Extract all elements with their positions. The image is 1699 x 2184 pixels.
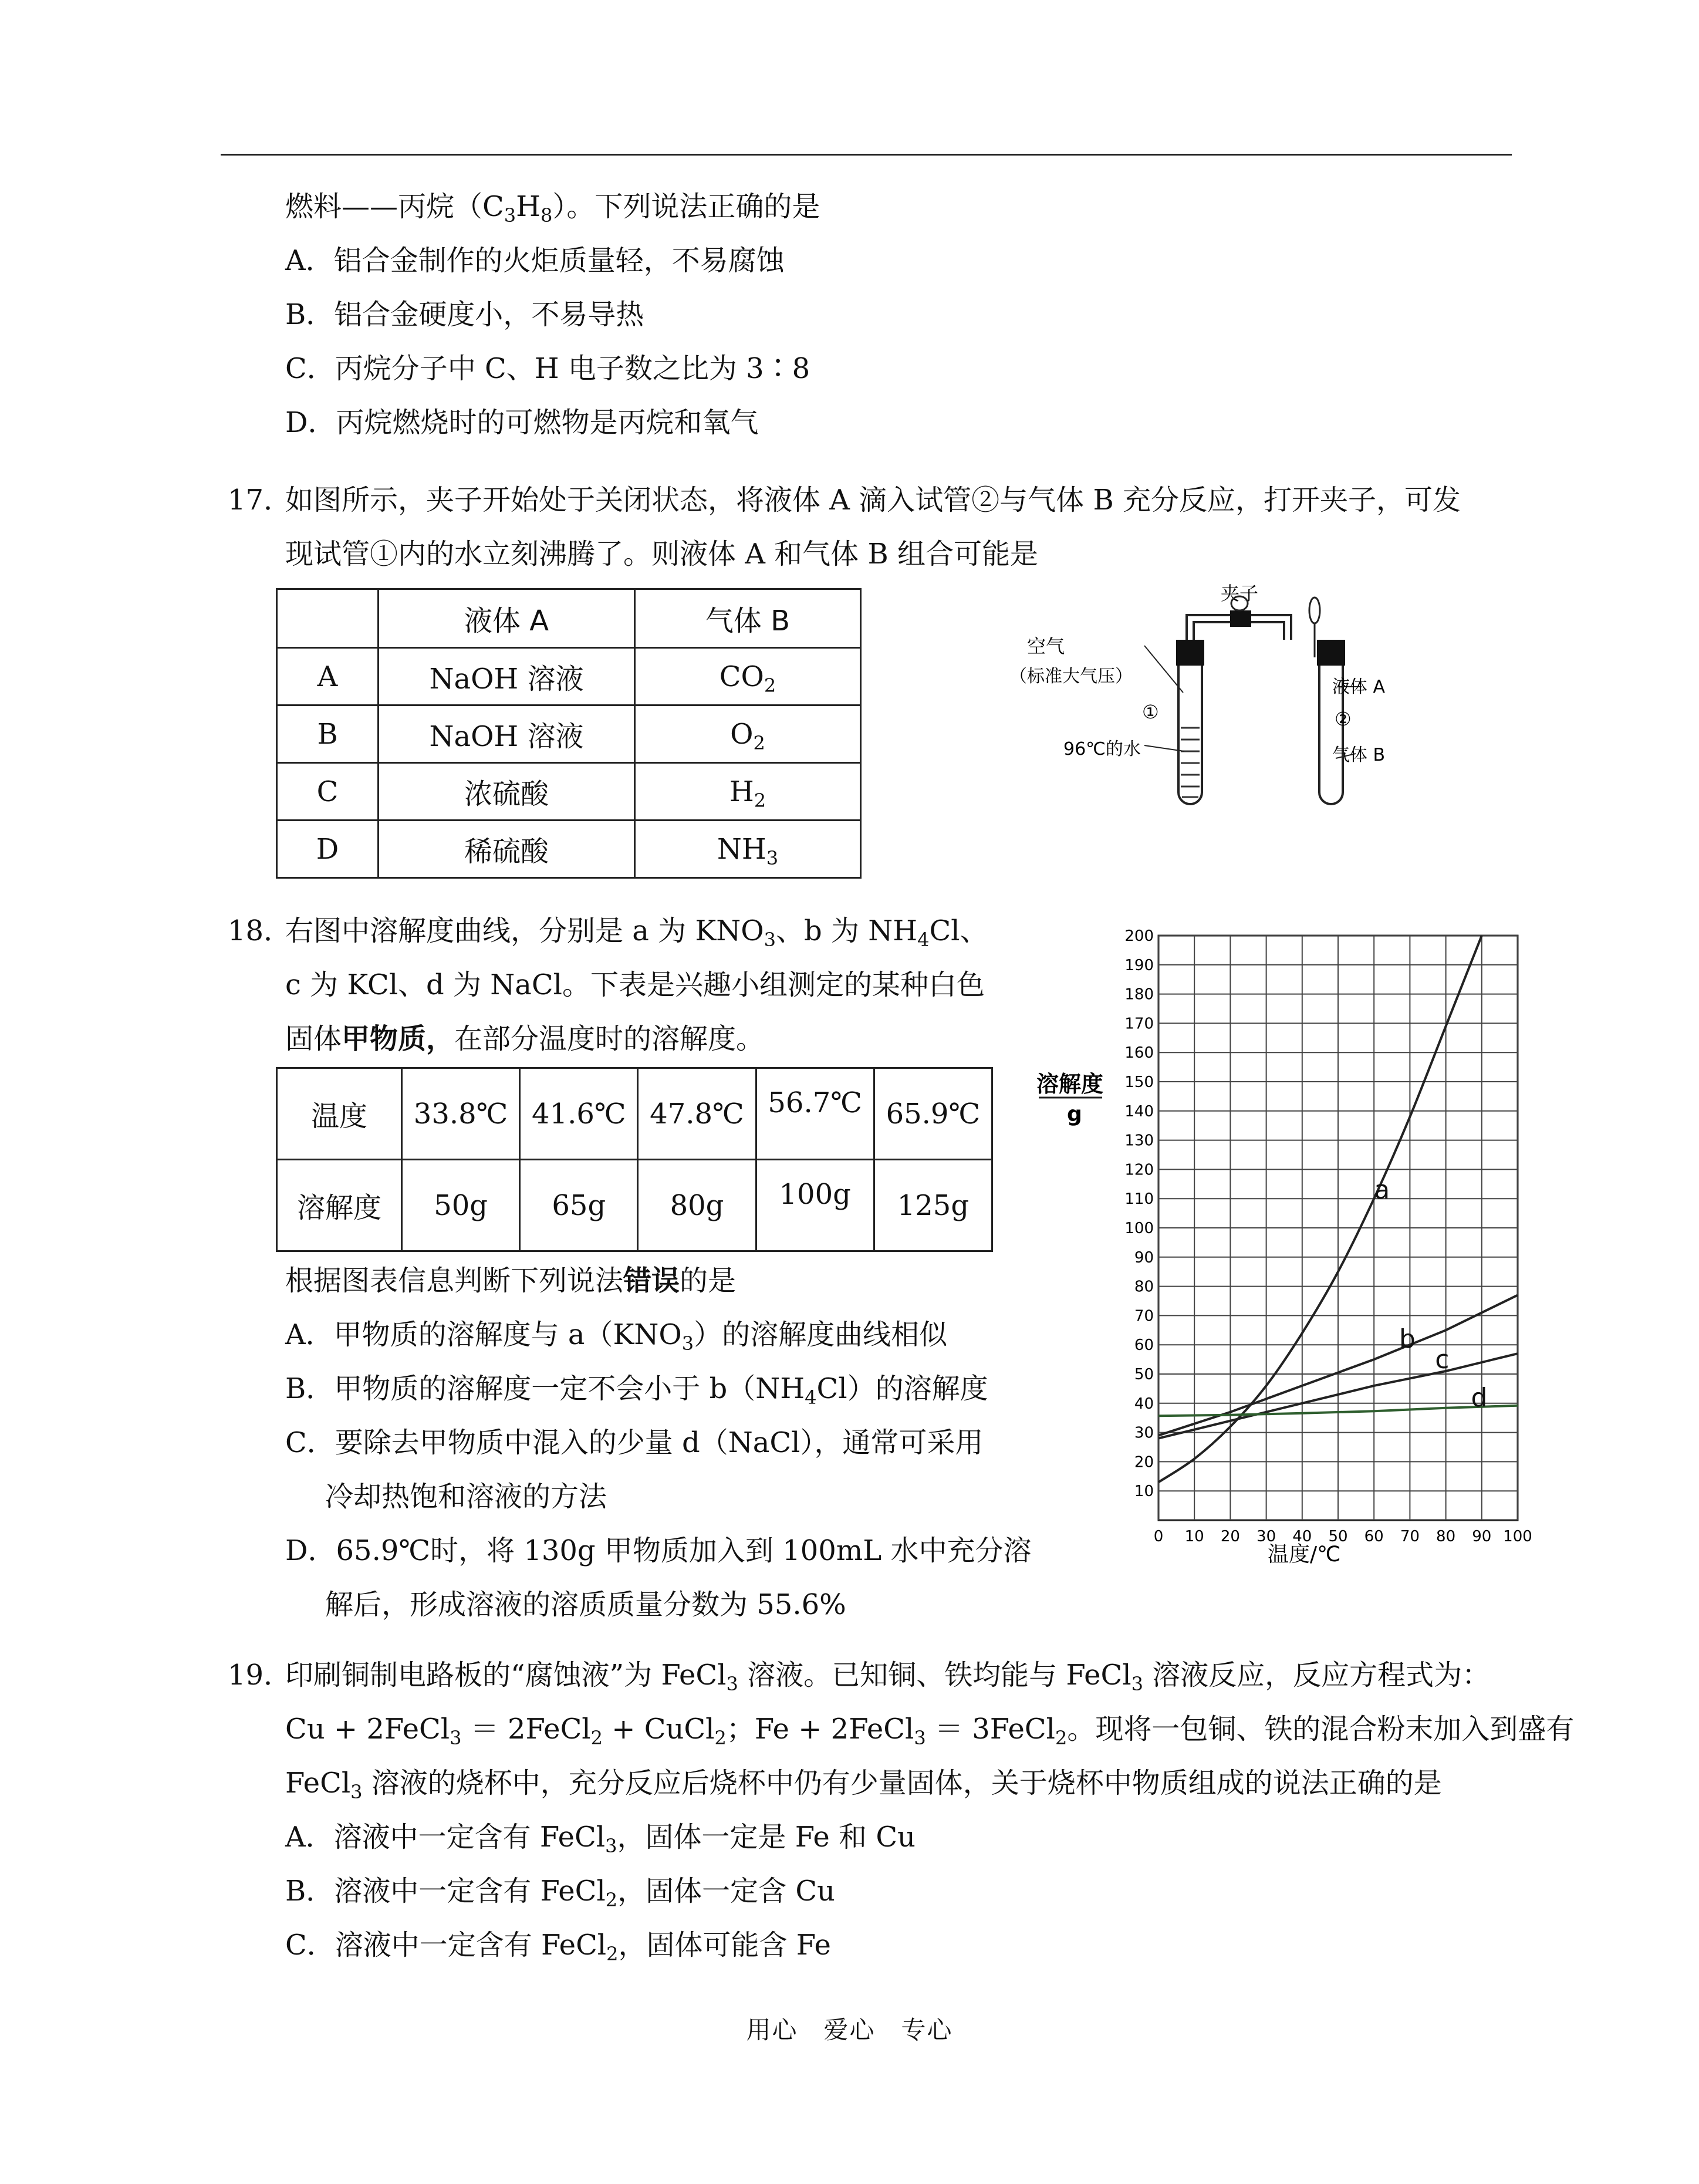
x-axis-label: 温度/℃ <box>1268 1542 1341 1567</box>
y-tick-label: 180 <box>1124 985 1154 1004</box>
test-tube-1 <box>1178 657 1202 804</box>
y-tick-label: 170 <box>1124 1015 1154 1033</box>
x-tick-label: 0 <box>1153 1528 1164 1545</box>
tube1-label: ① <box>1142 701 1159 723</box>
temp-cell: 65.9℃ <box>874 1068 992 1160</box>
y-axis-label-top: 溶解度 <box>1036 1071 1104 1097</box>
q16-option-b: B．铝合金硬度小，不易导热 <box>285 298 644 331</box>
x-tick-label: 60 <box>1364 1528 1384 1545</box>
q19-option-a: A．溶液中一定含有 FeCl$_3$，固体一定是 Fe 和 Cu <box>285 1821 916 1857</box>
y-tick-label: 160 <box>1124 1044 1154 1062</box>
q19-option-c: C．溶液中一定含有 FeCl$_2$，固体可能含 Fe <box>285 1929 831 1965</box>
q18-option-d: D．65.9℃时，将 130g 甲物质加入到 100mL 水中充分溶 <box>285 1534 1032 1567</box>
temp-cell: 41.6℃ <box>520 1068 638 1160</box>
sol-cell: 50g <box>402 1160 520 1251</box>
row-label-solubility: 溶解度 <box>277 1160 402 1251</box>
q19-stem-line2: Cu + 2FeCl$_3$ ＝ 2FeCl$_2$ + CuCl$_2$；Fe + 2FeCl$_3$ ＝ 3FeCl$_2$。现将一包铜、铁的混合粉末加入到盛有 <box>285 1713 1575 1749</box>
q18-judge-line: 根据图表信息判断下列说法错误的是 <box>285 1264 737 1297</box>
y-tick-label: 120 <box>1124 1161 1154 1179</box>
curve-label-b: b <box>1399 1324 1416 1355</box>
liquid-a-label: 液体 A <box>1332 677 1386 697</box>
q18-option-c-cont: 冷却热饱和溶液的方法 <box>325 1480 607 1513</box>
x-tick-label: 30 <box>1256 1528 1276 1545</box>
table-row: B NaOH 溶液 $O_2$ <box>277 706 861 763</box>
y-tick-label: 60 <box>1134 1336 1154 1355</box>
x-tick-label: 90 <box>1472 1528 1492 1545</box>
tube2-label: ② <box>1335 708 1352 730</box>
stopper-2 <box>1317 640 1345 666</box>
x-tick-label: 100 <box>1503 1528 1532 1545</box>
q16-stem-continuation: 燃料——丙烷$(C_3H_8)$。下列说法正确的是 <box>285 190 820 227</box>
q19-option-b: B．溶液中一定含有 FeCl$_2$，固体一定含 Cu <box>285 1875 835 1911</box>
q18-solubility-table <box>276 1067 993 1252</box>
clip-label: 夹子 <box>1221 582 1259 605</box>
q18-stem-line3: 固体甲物质，在部分温度时的溶解度。 <box>285 1022 765 1055</box>
table-row: A NaOH 溶液 $CO_2$ <box>277 648 861 706</box>
q18-option-b: B．甲物质的溶解度一定不会小于 $b(NH_4Cl)$的溶解度 <box>285 1372 988 1409</box>
q17-apparatus-figure <box>1009 575 1420 822</box>
q18-stem-line2: c 为 KCl、d 为 NaCl。下表是兴趣小组测定的某种白色 <box>285 968 985 1001</box>
clip-icon <box>1230 610 1251 627</box>
q16-option-a: A．铝合金制作的火炬质量轻，不易腐蚀 <box>285 244 785 277</box>
y-tick-label: 110 <box>1124 1190 1154 1209</box>
y-tick-label: 150 <box>1124 1074 1154 1091</box>
q17-stem-line2: 现试管①内的水立刻沸腾了。则液体 A 和气体 B 组合可能是 <box>285 538 1038 571</box>
curve-a <box>1158 936 1482 1482</box>
x-tick-label: 20 <box>1220 1528 1240 1545</box>
table-header-liquid: 液体 A <box>379 589 635 648</box>
table-header-gas: 气体 B <box>635 589 861 648</box>
temp-cell: 33.8℃ <box>402 1068 520 1160</box>
row-label-temperature: 温度 <box>277 1068 402 1160</box>
header-rule <box>221 154 1512 156</box>
q16-option-d: D．丙烷燃烧时的可燃物是丙烷和氧气 <box>285 406 759 439</box>
y-tick-label: 90 <box>1134 1248 1154 1267</box>
sol-cell: 100g <box>756 1160 874 1251</box>
q18-stem-line1: 右图中溶解度曲线，分别是 a 为 $KNO_3$、b 为 $NH_4Cl$、 <box>285 914 988 951</box>
q19-number: 19． <box>228 1659 292 1692</box>
temp-cell: 56.7℃ <box>756 1068 874 1160</box>
solubility-chart <box>1033 921 1538 1573</box>
gas-b-label: 气体 B <box>1332 745 1386 765</box>
q18-option-c: C．要除去甲物质中混入的少量 d（NaCl），通常可采用 <box>285 1426 984 1459</box>
y-tick-label: 50 <box>1134 1366 1154 1383</box>
x-tick-label: 10 <box>1184 1528 1204 1545</box>
q19-stem-line3: FeCl$_3$ 溶液的烧杯中，充分反应后烧杯中仍有少量固体，关于烧杯中物质组成的说法正确的是 <box>285 1767 1442 1803</box>
x-tick-label: 40 <box>1292 1528 1312 1545</box>
y-tick-label: 200 <box>1124 927 1154 945</box>
y-tick-label: 20 <box>1134 1453 1154 1471</box>
x-tick-label: 70 <box>1400 1528 1420 1545</box>
y-tick-label: 140 <box>1124 1102 1154 1120</box>
x-tick-label: 50 <box>1328 1528 1348 1545</box>
q18-option-d-cont: 解后，形成溶液的溶质质量分数为 55.6% <box>325 1588 846 1621</box>
sol-cell: 80g <box>638 1160 756 1251</box>
y-axis-label-bottom: g <box>1067 1102 1082 1126</box>
air-note-label: （标准大气压） <box>1009 666 1133 687</box>
page-footer: 用心 爱心 专心 <box>746 2016 953 2044</box>
table-row: D 稀硫酸 $NH_3$ <box>277 821 861 878</box>
y-tick-label: 190 <box>1124 956 1154 974</box>
curve-label-d: d <box>1471 1382 1488 1413</box>
q17-options-table <box>276 588 862 879</box>
q19-stem-line1: 印刷铜制电路板的“腐蚀液”为 FeCl$_3$ 溶液。已知铜、铁均能与 FeCl$_3$ 溶液反应，反应方程式为： <box>285 1659 1491 1695</box>
q17-number: 17． <box>228 484 292 517</box>
temp-cell: 47.8℃ <box>638 1068 756 1160</box>
curve-label-c: c <box>1435 1345 1450 1375</box>
sol-cell: 125g <box>874 1160 992 1251</box>
dropper-icon <box>1309 598 1320 623</box>
y-tick-label: 130 <box>1124 1132 1154 1150</box>
curve-label-a: a <box>1374 1175 1390 1206</box>
y-tick-label: 30 <box>1134 1424 1154 1442</box>
q16-option-c: C．丙烷分子中 C、H 电子数之比为 3∶8 <box>285 352 810 385</box>
table-header-blank <box>277 589 379 648</box>
q18-option-a: A．甲物质的溶解度与 $a(KNO_3)$的溶解度曲线相似 <box>285 1318 948 1355</box>
q18-number: 18． <box>228 914 292 947</box>
q17-stem-line1: 如图所示，夹子开始处于关闭状态，将液体 A 滴入试管②与气体 B 充分反应，打开夹子，可发 <box>285 484 1461 517</box>
water-label: 96℃的水 <box>1063 739 1141 759</box>
air-label: 空气 <box>1027 635 1065 657</box>
y-tick-label: 70 <box>1134 1307 1154 1325</box>
x-tick-label: 80 <box>1436 1528 1456 1545</box>
y-tick-label: 10 <box>1134 1483 1154 1501</box>
stopper-1 <box>1176 640 1204 666</box>
y-tick-label: 40 <box>1134 1395 1154 1413</box>
sol-cell: 65g <box>520 1160 638 1251</box>
y-tick-label: 80 <box>1134 1278 1154 1296</box>
y-tick-label: 100 <box>1124 1220 1154 1237</box>
table-row: C 浓硫酸 $H_2$ <box>277 763 861 821</box>
